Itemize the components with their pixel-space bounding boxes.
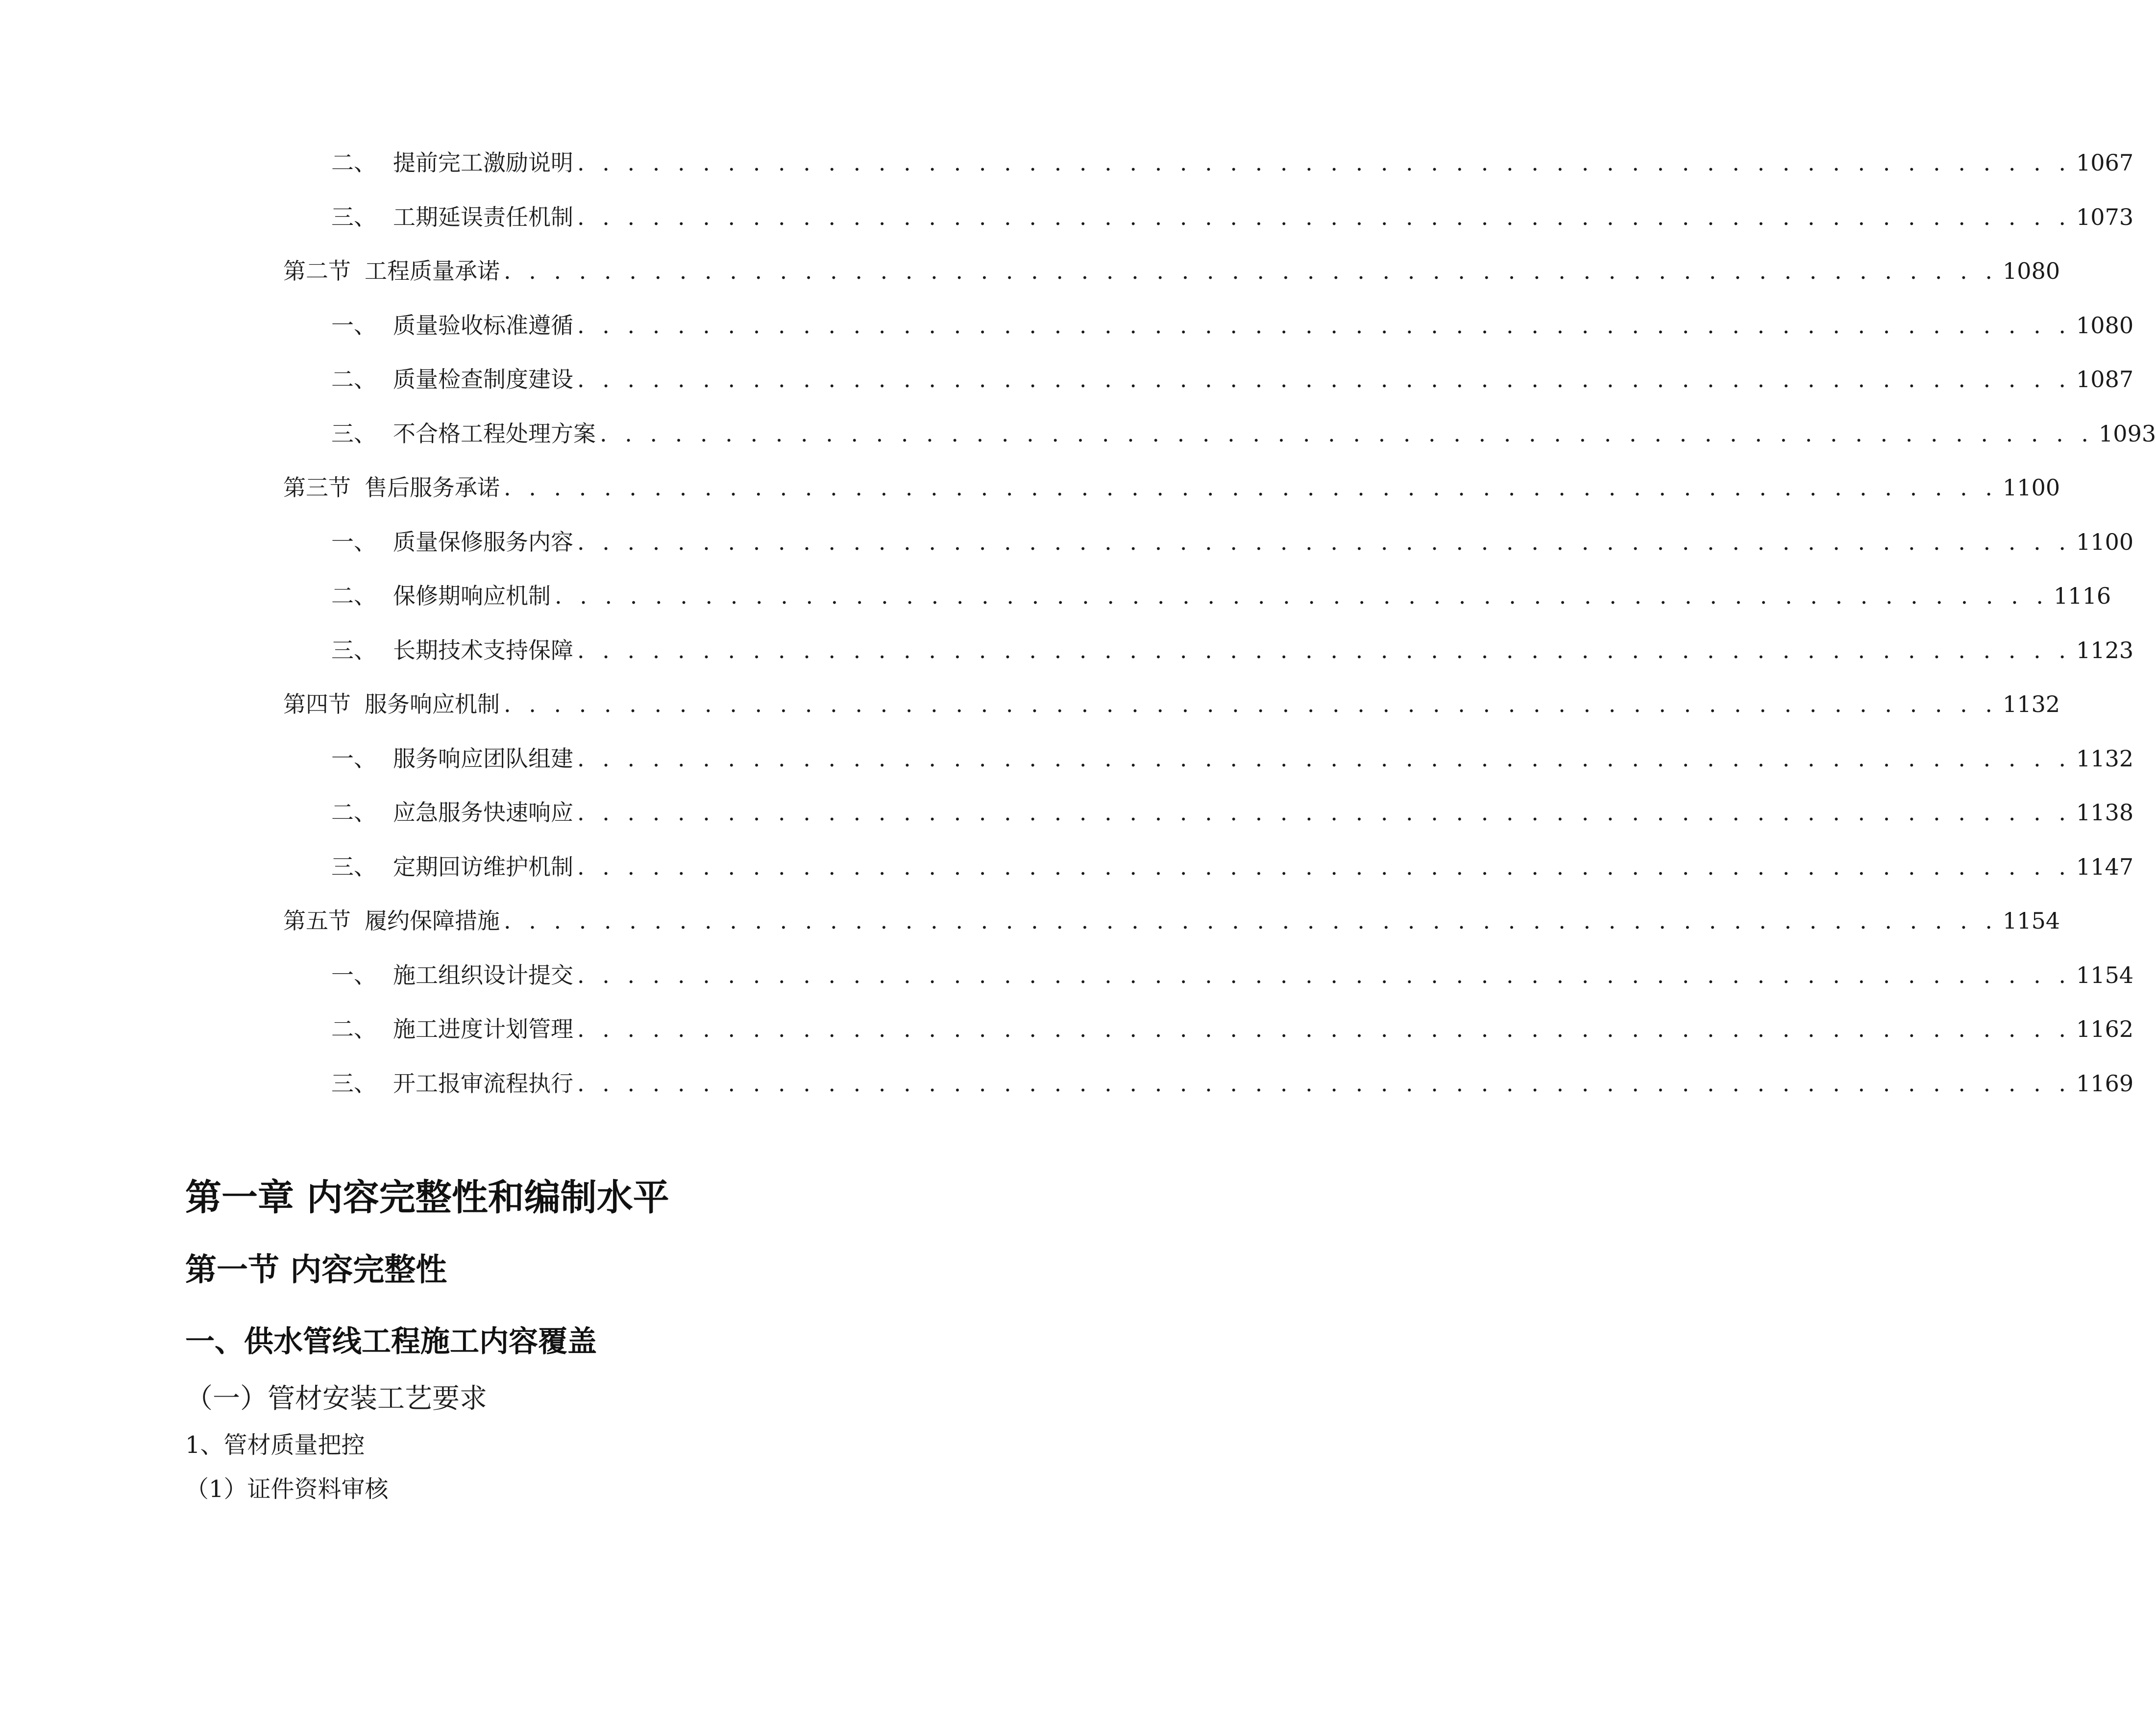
toc-entry-title: 服务响应团队组建 (393, 745, 573, 772)
toc-entry-number: 第五节 (283, 908, 351, 934)
toc-dot-leader: . . . . . . . . . . . . . . . . . . . . . . . . . . . . . . . . . . . . . . . . . . . . . . . . . . . . . . . . . . . . (504, 691, 1998, 717)
toc-entry-page: 1147 (2076, 854, 2134, 880)
toc-entry-number: 第二节 (283, 258, 351, 284)
toc-entry-number: 三、 (331, 854, 376, 880)
toc-entry-number: 三、 (331, 204, 376, 230)
toc-dot-leader: . . . . . . . . . . . . . . . . . . . . . . . . . . . . . . . . . . . . . . . . . . . . . . . . . . . . . . . . . . . . (577, 745, 2072, 772)
toc-entry-title: 施工组织设计提交 (393, 962, 573, 988)
toc-entry[interactable] (331, 958, 2134, 992)
toc-entry-page: 1132 (2076, 745, 2134, 772)
subsection-heading: 一、供水管线工程施工内容覆盖 (185, 1325, 597, 1359)
toc-entry-title: 应急服务快速响应 (393, 799, 573, 826)
toc-entry-page: 1154 (2076, 962, 2134, 988)
toc-dot-leader: . . . . . . . . . . . . . . . . . . . . . . . . . . . . . . . . . . . . . . . . . . . . . . . . . . . . . . . . . . . . (577, 1016, 2072, 1042)
toc-entry-title: 质量检查制度建设 (393, 366, 573, 393)
toc-entry[interactable] (283, 470, 2060, 505)
toc-entry-title: 开工报审流程执行 (393, 1070, 573, 1097)
toc-entry-title: 长期技术支持保障 (393, 637, 573, 663)
toc-entry-page: 1087 (2076, 366, 2134, 393)
toc-entry-page: 1080 (2076, 312, 2134, 339)
toc-entry[interactable] (331, 525, 2134, 559)
toc-entry-title: 履约保障措施 (365, 908, 500, 934)
toc-dot-leader: . . . . . . . . . . . . . . . . . . . . . . . . . . . . . . . . . . . . . . . . . . . . . . . . . . . . . . . . . . . . (504, 908, 1998, 934)
toc-entry[interactable] (331, 200, 2134, 234)
toc-dot-leader: . . . . . . . . . . . . . . . . . . . . . . . . . . . . . . . . . . . . . . . . . . . . . . . . . . . . . . . . . . . . (577, 366, 2072, 393)
toc-dot-leader: . . . . . . . . . . . . . . . . . . . . . . . . . . . . . . . . . . . . . . . . . . . . . . . . . . . . . . . . . . . . (555, 583, 2049, 609)
toc-entry-number: 一、 (331, 962, 376, 988)
chapter-heading: 第一章 内容完整性和编制水平 (185, 1177, 669, 1219)
toc-entry[interactable] (331, 146, 2134, 180)
toc-entry-number: 二、 (331, 149, 376, 176)
toc-entry-title: 保修期响应机制 (393, 583, 551, 609)
toc-entry-number: 二、 (331, 1016, 376, 1042)
toc-entry-page: 1132 (2003, 691, 2060, 717)
toc-entry-page: 1123 (2076, 637, 2134, 663)
toc-entry-number: 三、 (331, 1070, 376, 1097)
toc-dot-leader: . . . . . . . . . . . . . . . . . . . . . . . . . . . . . . . . . . . . . . . . . . . . . . . . . . . . . . . . . . . . (577, 204, 2072, 230)
toc-entry-title: 质量保修服务内容 (393, 529, 573, 555)
toc-entry-page: 1138 (2076, 799, 2134, 826)
toc-entry-page: 1067 (2076, 149, 2134, 176)
toc-dot-leader: . . . . . . . . . . . . . . . . . . . . . . . . . . . . . . . . . . . . . . . . . . . . . . . . . . . . . . . . . . . . (577, 1070, 2072, 1097)
toc-entry[interactable] (331, 741, 2134, 776)
toc-entry-title: 工期延误责任机制 (393, 204, 573, 230)
toc-entry-number: 第四节 (283, 691, 351, 717)
toc-entry-number: 第三节 (283, 474, 351, 501)
toc-dot-leader: . . . . . . . . . . . . . . . . . . . . . . . . . . . . . . . . . . . . . . . . . . . . . . . . . . . . . . . . . . . . (504, 474, 1998, 501)
toc-entry-number: 三、 (331, 637, 376, 663)
toc-entry[interactable] (331, 1066, 2134, 1101)
toc-dot-leader: . . . . . . . . . . . . . . . . . . . . . . . . . . . . . . . . . . . . . . . . . . . . . . . . . . . . . . . . . . . . (577, 312, 2072, 339)
toc-entry-title: 工程质量承诺 (365, 258, 500, 284)
toc-entry-number: 三、 (331, 420, 376, 447)
toc-entry[interactable] (283, 254, 2060, 288)
item-heading: （1）证件资料审核 (185, 1475, 389, 1503)
toc-entry[interactable] (331, 362, 2134, 396)
numbered-heading: 1、管材质量把控 (185, 1431, 365, 1459)
toc-entry-page: 1169 (2076, 1070, 2134, 1097)
toc-entry-number: 二、 (331, 366, 376, 393)
paren-heading: （一）管材安装工艺要求 (185, 1383, 487, 1415)
toc-entry-page: 1073 (2076, 204, 2134, 230)
toc-dot-leader: . . . . . . . . . . . . . . . . . . . . . . . . . . . . . . . . . . . . . . . . . . . . . . . . . . . . . . . . . . . . (577, 149, 2072, 176)
toc-dot-leader: . . . . . . . . . . . . . . . . . . . . . . . . . . . . . . . . . . . . . . . . . . . . . . . . . . . . . . . . . . . . (504, 258, 1998, 284)
toc-entry-title: 质量验收标准遵循 (393, 312, 573, 339)
toc-entry-page: 1100 (2076, 529, 2134, 555)
toc-dot-leader: . . . . . . . . . . . . . . . . . . . . . . . . . . . . . . . . . . . . . . . . . . . . . . . . . . . . . . . . . . . . (577, 854, 2072, 880)
toc-entry[interactable] (331, 1012, 2134, 1046)
toc-entry[interactable] (331, 308, 2134, 343)
toc-dot-leader: . . . . . . . . . . . . . . . . . . . . . . . . . . . . . . . . . . . . . . . . . . . . . . . . . . . . . . . . . . . . (577, 962, 2072, 988)
toc-entry-number: 一、 (331, 529, 376, 555)
toc-entry-page: 1154 (2003, 908, 2060, 934)
toc-entry-number: 二、 (331, 583, 376, 609)
toc-entry-number: 二、 (331, 799, 376, 826)
toc-entry[interactable] (283, 904, 2060, 938)
section-heading: 第一节 内容完整性 (185, 1252, 447, 1288)
toc-entry-page: 1100 (2003, 474, 2060, 501)
toc-dot-leader: . . . . . . . . . . . . . . . . . . . . . . . . . . . . . . . . . . . . . . . . . . . . . . . . . . . . . . . . . . . . (577, 637, 2072, 663)
toc-entry-title: 定期回访维护机制 (393, 854, 573, 880)
toc-entry-title: 服务响应机制 (365, 691, 500, 717)
toc-entry-title: 不合格工程处理方案 (393, 420, 596, 447)
toc-entry-page: 1116 (2054, 583, 2111, 609)
toc-entry-title: 提前完工激励说明 (393, 149, 573, 176)
toc-entry-page: 1093 (2099, 420, 2156, 447)
toc-entry[interactable] (331, 417, 2156, 451)
toc-entry-title: 施工进度计划管理 (393, 1016, 573, 1042)
toc-dot-leader: . . . . . . . . . . . . . . . . . . . . . . . . . . . . . . . . . . . . . . . . . . . . . . . . . . . . . . . . . . . . (600, 420, 2094, 447)
toc-entry-page: 1162 (2076, 1016, 2134, 1042)
toc-dot-leader: . . . . . . . . . . . . . . . . . . . . . . . . . . . . . . . . . . . . . . . . . . . . . . . . . . . . . . . . . . . . (577, 529, 2072, 555)
toc-entry-number: 一、 (331, 745, 376, 772)
toc-entry[interactable] (331, 795, 2134, 830)
toc-entry[interactable] (331, 850, 2134, 884)
toc-entry-title: 售后服务承诺 (365, 474, 500, 501)
toc-entry[interactable] (331, 633, 2134, 667)
toc-entry[interactable] (331, 579, 2111, 613)
toc-dot-leader: . . . . . . . . . . . . . . . . . . . . . . . . . . . . . . . . . . . . . . . . . . . . . . . . . . . . . . . . . . . . (577, 799, 2072, 826)
toc-entry[interactable] (283, 687, 2060, 721)
toc-entry-page: 1080 (2003, 258, 2060, 284)
toc-entry-number: 一、 (331, 312, 376, 339)
